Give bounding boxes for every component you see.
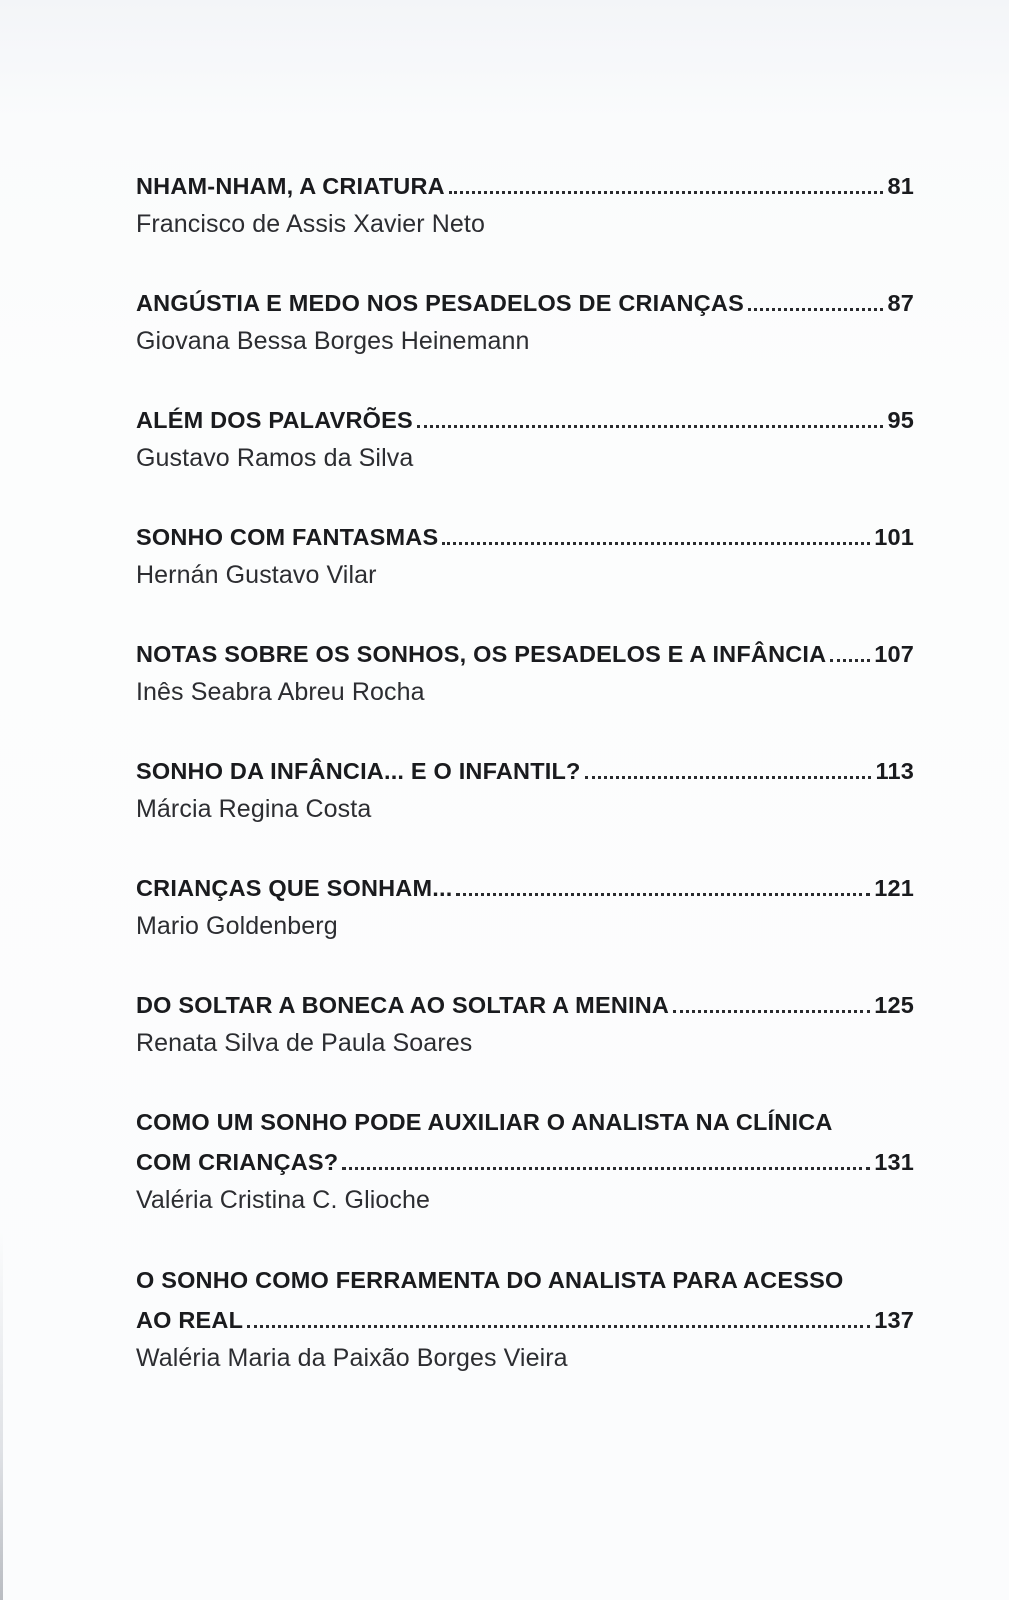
toc-title-line — [136, 868, 914, 908]
dot-leader — [748, 308, 884, 311]
chapter-author: Márcia Regina Costa — [136, 795, 372, 823]
toc-title-line — [136, 985, 914, 1025]
dot-leader — [417, 425, 884, 428]
chapter-title: DO SOLTAR A BONECA AO SOLTAR A MENINA — [136, 992, 670, 1018]
page-number: 121 — [874, 875, 914, 901]
dot-leader — [673, 1010, 870, 1013]
chapter-author: Giovana Bessa Borges Heinemann — [136, 327, 530, 355]
chapter-author: Inês Seabra Abreu Rocha — [136, 678, 425, 706]
chapter-title: SONHO DA INFÂNCIA... E O INFANTIL? — [136, 758, 581, 784]
toc-title-line — [136, 1300, 914, 1340]
toc-title-line — [136, 751, 914, 791]
toc-entry — [136, 634, 914, 751]
chapter-title: CRIANÇAS QUE SONHAM... — [136, 875, 453, 901]
page-number: 113 — [875, 758, 914, 784]
page-number: 137 — [874, 1307, 914, 1333]
table-of-contents — [136, 166, 914, 1418]
page-number: 101 — [874, 524, 914, 550]
chapter-title: NOTAS SOBRE OS SONHOS, OS PESADELOS E A INFÂNCIA — [136, 641, 827, 667]
dot-leader — [342, 1167, 870, 1170]
chapter-title: ALÉM DOS PALAVRÕES — [136, 407, 413, 433]
toc-entry — [136, 283, 914, 400]
toc-entry — [136, 985, 914, 1102]
dot-leader — [247, 1325, 870, 1328]
chapter-title: NHAM-NHAM, A CRIATURA — [136, 173, 445, 199]
toc-entry — [136, 751, 914, 868]
dot-leader — [585, 776, 872, 779]
toc-entry — [136, 1260, 914, 1418]
chapter-author: Waléria Maria da Paixão Borges Vieira — [136, 1344, 568, 1372]
chapter-author: Francisco de Assis Xavier Neto — [136, 210, 485, 238]
chapter-title-line-2: AO REAL — [136, 1307, 244, 1333]
dot-leader — [830, 659, 870, 662]
toc-entry — [136, 868, 914, 985]
toc-entry — [136, 166, 914, 283]
chapter-title: SONHO COM FANTASMAS — [136, 524, 439, 550]
toc-title-line — [136, 1142, 914, 1182]
toc-title-line — [136, 634, 914, 674]
chapter-author: Renata Silva de Paula Soares — [136, 1029, 473, 1057]
chapter-title-line-1: O SONHO COMO FERRAMENTA DO ANALISTA PARA ACESSO — [136, 1267, 844, 1293]
chapter-title-line-1: COMO UM SONHO PODE AUXILIAR O ANALISTA NA CLÍNICA — [136, 1109, 833, 1135]
toc-title-line — [136, 517, 914, 557]
chapter-author: Gustavo Ramos da Silva — [136, 444, 414, 472]
page-number: 125 — [874, 992, 914, 1018]
toc-title-line — [136, 283, 914, 323]
page-number: 107 — [874, 641, 914, 667]
chapter-author: Mario Goldenberg — [136, 912, 338, 940]
page-number: 131 — [874, 1149, 914, 1175]
page-number: 95 — [887, 407, 914, 433]
chapter-title: ANGÚSTIA E MEDO NOS PESADELOS DE CRIANÇAS — [136, 290, 744, 316]
chapter-author: Valéria Cristina C. Glioche — [136, 1186, 431, 1214]
toc-entry — [136, 400, 914, 517]
dot-leader — [442, 542, 870, 545]
toc-entry — [136, 1102, 914, 1260]
page-number: 87 — [887, 290, 914, 316]
page-number: 81 — [887, 173, 914, 199]
chapter-author: Hernán Gustavo Vilar — [136, 561, 377, 589]
toc-title-line — [136, 400, 914, 440]
page-edge-shadow — [0, 1230, 3, 1600]
dot-leader — [449, 191, 884, 194]
dot-leader — [456, 893, 870, 896]
toc-title-line — [136, 166, 914, 206]
toc-entry — [136, 517, 914, 634]
chapter-title-line-2: COM CRIANÇAS? — [136, 1149, 339, 1175]
